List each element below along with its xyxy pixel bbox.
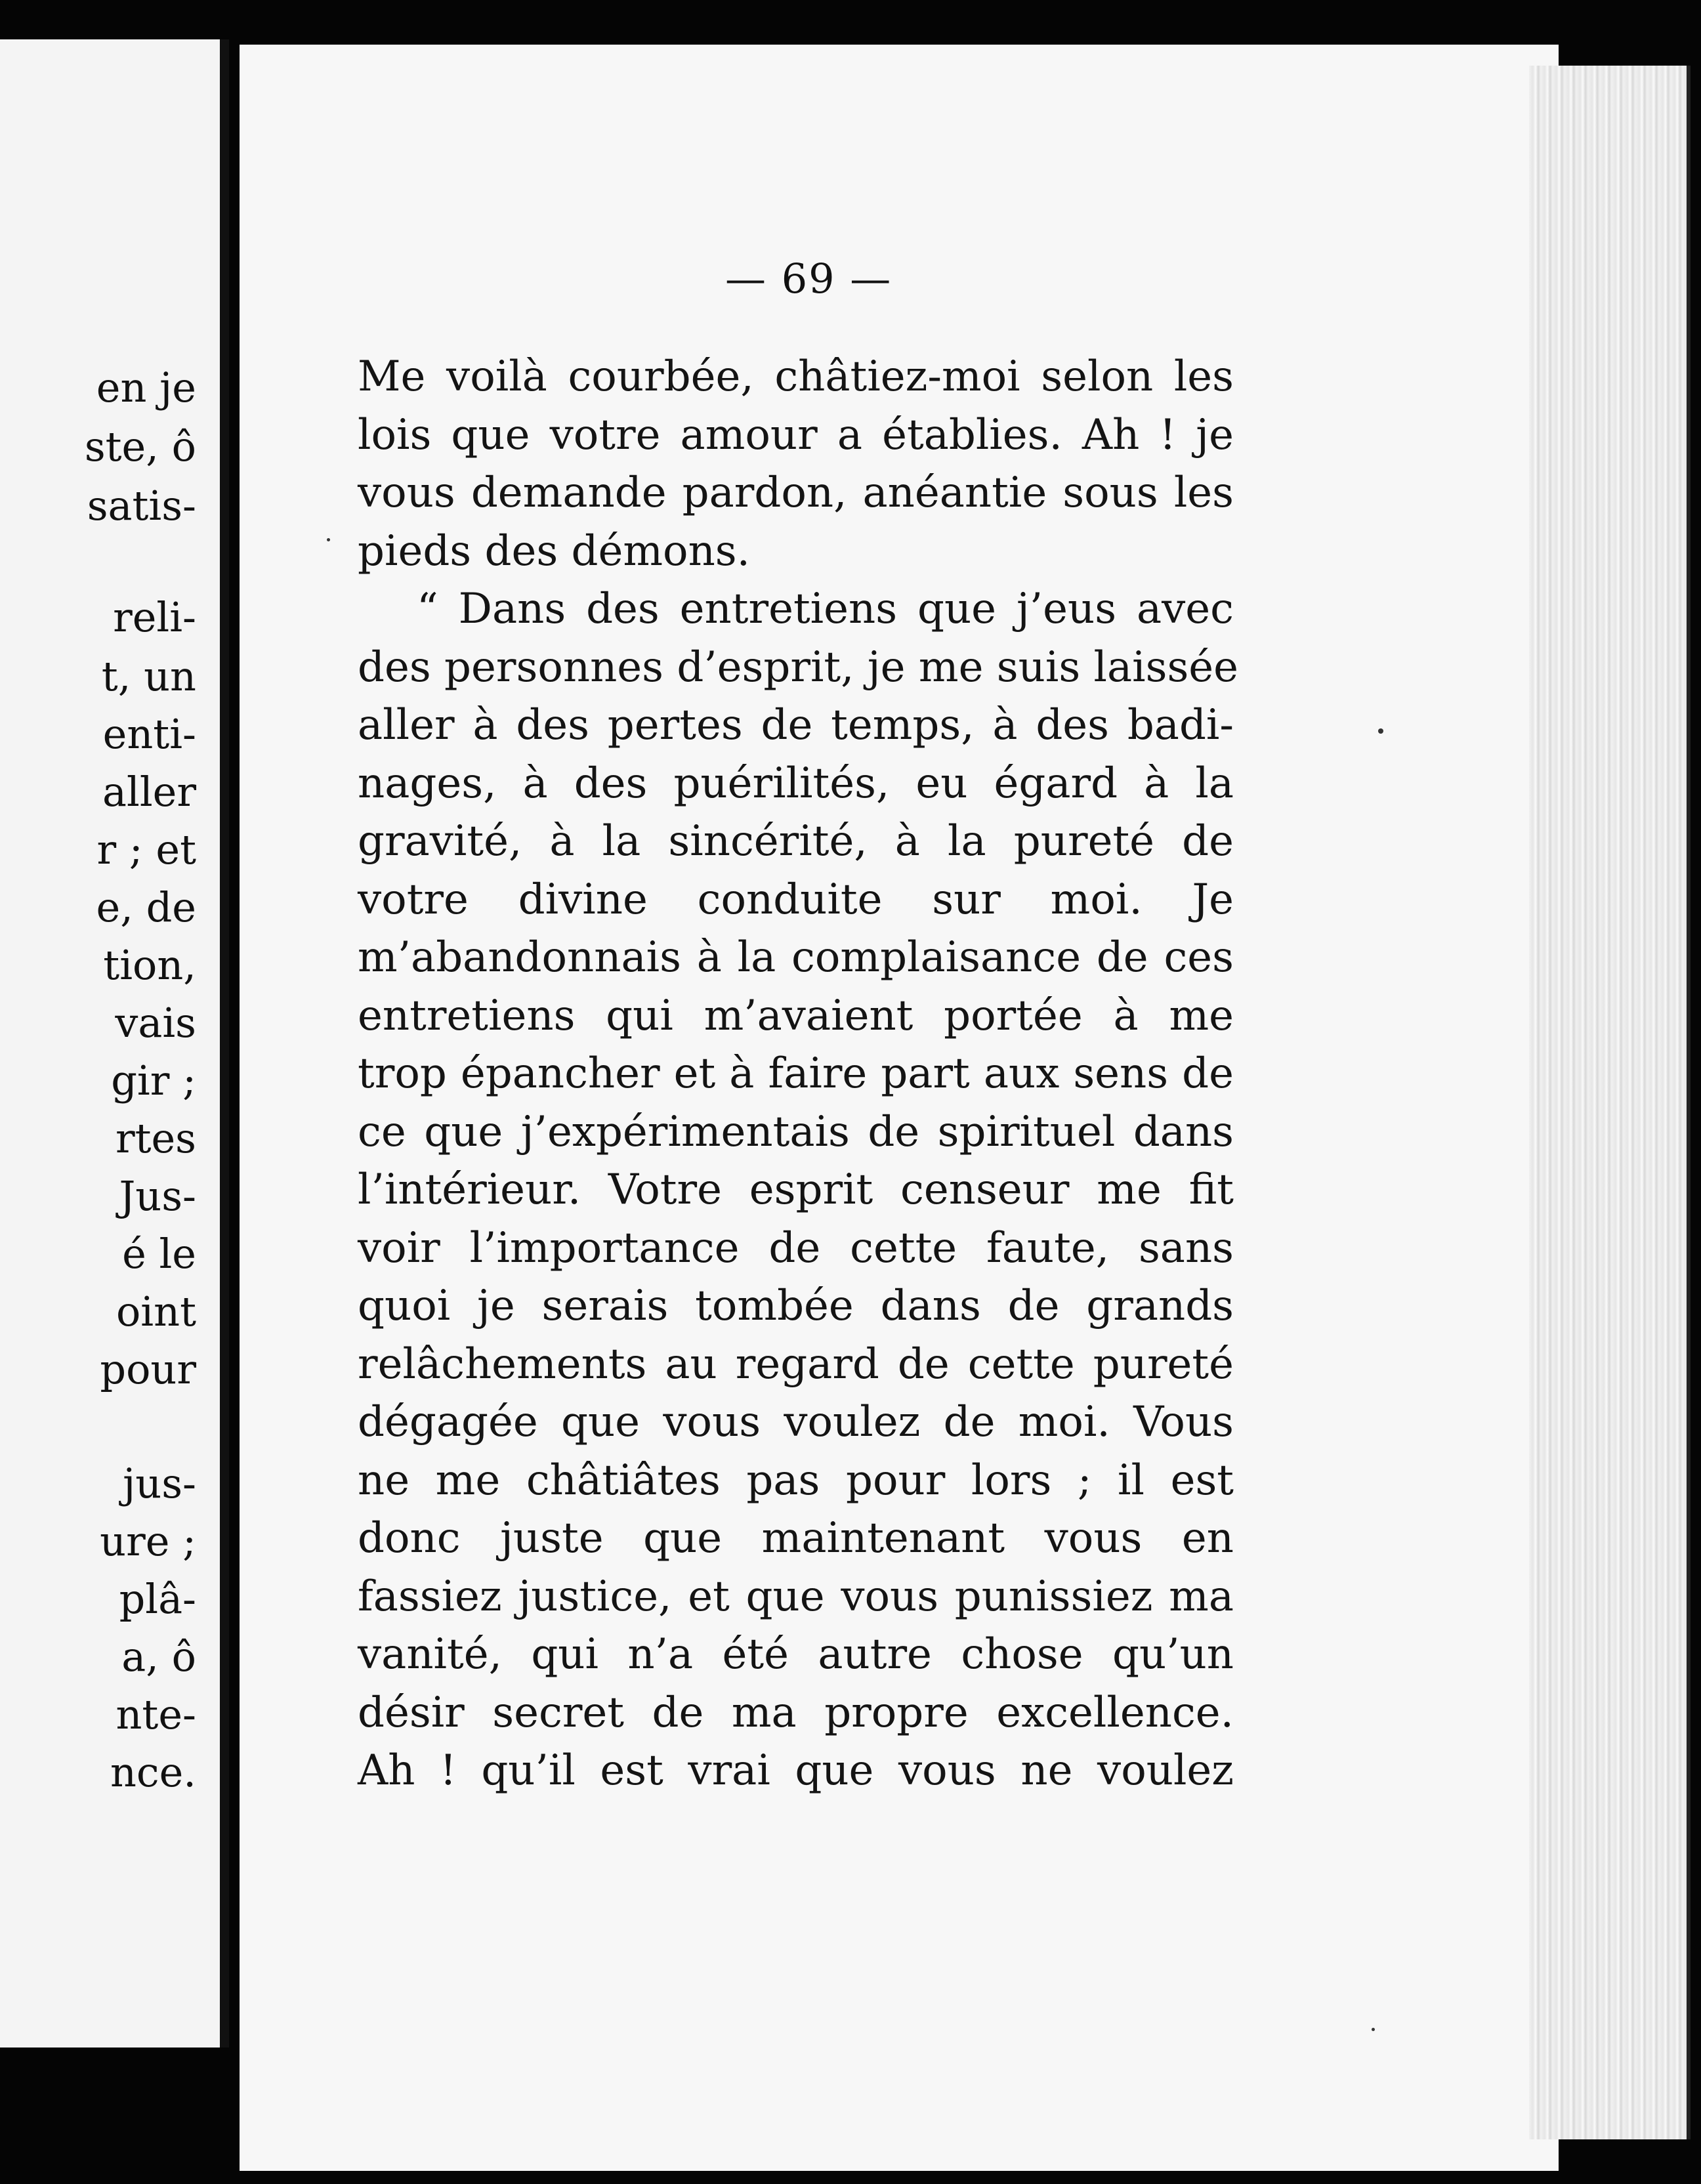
- previous-page-fragment: nte-: [116, 1690, 196, 1738]
- text-line: l’intérieur. Votre esprit censeur me fit: [358, 1166, 1234, 1214]
- text-line: désir secret de ma propre excellence.: [358, 1688, 1234, 1737]
- previous-page-fragment: oint: [116, 1288, 196, 1335]
- previous-page-fragment: plâ-: [119, 1575, 196, 1623]
- text-line: relâchements au regard de cette pureté: [358, 1339, 1234, 1389]
- text-line: fassiez justice, et que vous punissiez ma: [358, 1572, 1234, 1621]
- previous-page-fragment: a, ô: [121, 1633, 196, 1681]
- dust-speck: [1372, 2028, 1375, 2031]
- text-line: aller à des pertes de temps, à des badi-: [358, 701, 1234, 749]
- previous-page-fragment: reli-: [113, 593, 196, 641]
- previous-page-fragment: ste, ô: [84, 423, 196, 471]
- previous-page-fragment: t, un: [101, 652, 196, 700]
- previous-page-fragment: é le: [122, 1230, 196, 1278]
- text-line: vous demande pardon, anéantie sous les: [358, 469, 1234, 517]
- previous-page-fragment: satis-: [87, 482, 196, 530]
- text-line: vanité, qui n’a été autre chose qu’un: [358, 1630, 1234, 1679]
- text-line: Me voilà courbée, châtiez-moi selon les: [358, 352, 1234, 401]
- text-line: entretiens qui m’avaient portée à me: [358, 991, 1234, 1040]
- previous-page-fragment: ure ;: [100, 1517, 196, 1565]
- text-line: m’abandonnais à la complaisance de ces: [358, 933, 1234, 982]
- text-line: votre divine conduite sur moi. Je: [358, 875, 1234, 924]
- previous-page-fragment: nce.: [110, 1748, 196, 1796]
- page-number: — 69 —: [725, 255, 892, 303]
- text-line: “ Dans des entretiens que j’eus avec: [417, 585, 1234, 633]
- text-line: quoi je serais tombée dans de grands: [358, 1282, 1234, 1330]
- dust-speck: [327, 538, 330, 541]
- text-line: nages, à des puérilités, eu égard à la: [358, 759, 1234, 808]
- text-line: dégagée que vous voulez de moi. Vous: [358, 1398, 1234, 1446]
- previous-page-fragment: gir ;: [111, 1057, 196, 1104]
- page-body-text: [358, 348, 1239, 1800]
- previous-page-fragment: r ; et: [96, 826, 196, 873]
- book-page-edges: [1529, 66, 1690, 2139]
- text-line: trop épancher et à faire part aux sens de: [358, 1049, 1234, 1098]
- text-line: pieds des démons.: [358, 526, 750, 576]
- text-line: donc juste que maintenant vous en: [358, 1514, 1234, 1563]
- previous-page: [0, 39, 229, 2048]
- previous-page-fragment: tion,: [103, 941, 196, 989]
- text-line: ne me châtiâtes pas pour lors ; il est: [358, 1456, 1234, 1505]
- previous-page-fragment: e, de: [96, 883, 196, 931]
- previous-page-fragment: aller: [102, 768, 196, 816]
- dust-speck: [1378, 728, 1383, 734]
- previous-page-fragment: enti-: [102, 710, 196, 758]
- previous-page-fragment: en je: [96, 364, 196, 411]
- text-line: Ah ! qu’il est vrai que vous ne voulez: [358, 1746, 1234, 1795]
- text-line: gravité, à la sincérité, à la pureté de: [358, 817, 1234, 866]
- text-line: lois que votre amour a établies. Ah ! je: [358, 410, 1234, 459]
- previous-page-fragment: rtes: [115, 1114, 196, 1162]
- previous-page-fragment: pour: [100, 1345, 196, 1393]
- text-line: ce que j’expérimentais de spirituel dans: [358, 1107, 1234, 1156]
- previous-page-fragment: vais: [115, 999, 196, 1047]
- previous-page-fragment: jus-: [123, 1460, 196, 1507]
- text-line: voir l’importance de cette faute, sans: [358, 1223, 1234, 1272]
- previous-page-fragment: Jus-: [119, 1172, 196, 1220]
- text-line: des personnes d’esprit, je me suis laissée: [358, 642, 1239, 692]
